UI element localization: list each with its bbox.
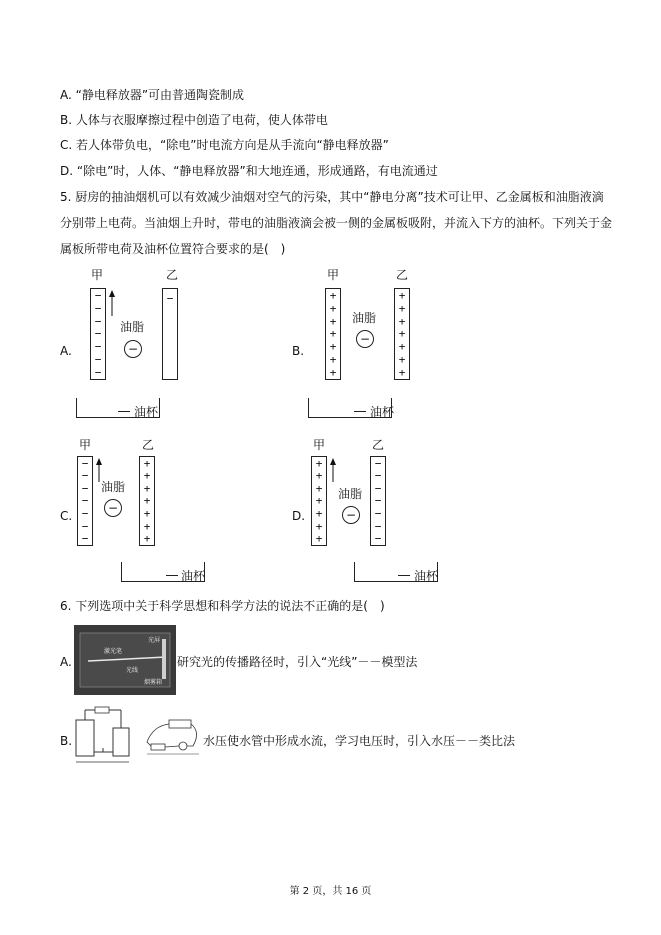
plate-jia: − − − − − − − [90,288,106,380]
plate-yi-label: 乙 [166,268,179,282]
q6-option-a-letter: A. [60,655,72,669]
q6-option-a-text: 研究光的传播路径时，引入“光线”－－模型法 [177,655,418,669]
up-arrow-icon [107,290,117,316]
droplet-label: 油脂 [352,311,377,325]
oil-droplet: − [342,506,360,524]
page-footer: 第 2 页，共 16 页 [289,886,372,897]
plate-yi-label: 乙 [142,438,155,452]
oil-droplet: − [124,340,142,358]
plate-yi: + + + + + + + [394,288,410,380]
question-5-line-1: 5. 厨房的抽油烟机可以有效减少油烟对空气的污染，其中“静电分离”技术可让甲、乙金属板和油脂液滴 [60,190,604,204]
plate-jia-label: 甲 [79,438,92,452]
option-b-q4: B. 人体与衣服摩擦过程中创造了电荷，使人体带电 [60,113,328,127]
plate-yi-label: 乙 [372,438,385,452]
cup-label: 油杯 [181,569,206,583]
diagram-option-d: D. [292,509,306,523]
plate-jia: + + + + + + + [311,456,327,546]
plate-jia-label: 甲 [313,438,326,452]
option-c-q4: C. 若人体带负电，“除电”时电流方向是从手流向“静电释放器” [60,138,389,152]
question-5-line-3: 属板所带电荷及油杯位置符合要求的是( ) [60,242,286,256]
option-a-q4: A. “静电释放器”可由普通陶瓷制成 [60,88,245,102]
cup-label: 油杯 [370,405,395,419]
cup-label: 油杯 [134,405,159,419]
plate-jia-label: 甲 [327,268,340,282]
q6-option-b-text: 水压使水管中形成水流，学习电压时，引入水压－－类比法 [203,734,516,748]
plate-yi: − [162,288,178,380]
droplet-label: 油脂 [101,480,126,494]
water-circuit-figure [73,706,203,768]
question-6: 6. 下列选项中关于科学思想和科学方法的说法不正确的是( ) [60,599,385,613]
oil-droplet: − [104,499,122,517]
plate-jia: − − − − − − − [77,456,93,546]
q6-option-b-letter: B. [60,734,73,748]
question-5-line-2: 分别带上电荷。当油烟上升时，带电的油脂液滴会被一侧的金属板吸附，并流入下方的油杯。下列关于金 [60,216,613,230]
plate-yi: + + + + + + + [139,456,155,546]
droplet-label: 油脂 [338,487,363,501]
plate-jia-label: 甲 [91,268,104,282]
option-d-q4: D. “除电”时，人体、“静电释放器”和大地连通，形成通路，有电流通过 [60,164,438,178]
plate-jia: + + + + + + + [325,288,341,380]
light-ray-photo: 激光笔 光屏 光线 烟雾箱 [74,625,176,695]
diagram-option-a: A. [60,344,72,358]
droplet-label: 油脂 [120,320,145,334]
cup-label: 油杯 [414,569,439,583]
oil-droplet: − [356,330,374,348]
plate-yi-label: 乙 [396,268,409,282]
plate-yi: − − − − − − − [370,456,386,546]
diagram-option-c: C. [60,509,73,523]
up-arrow-icon [328,458,338,482]
diagram-option-b: B. [292,344,305,358]
up-arrow-icon [94,458,104,482]
